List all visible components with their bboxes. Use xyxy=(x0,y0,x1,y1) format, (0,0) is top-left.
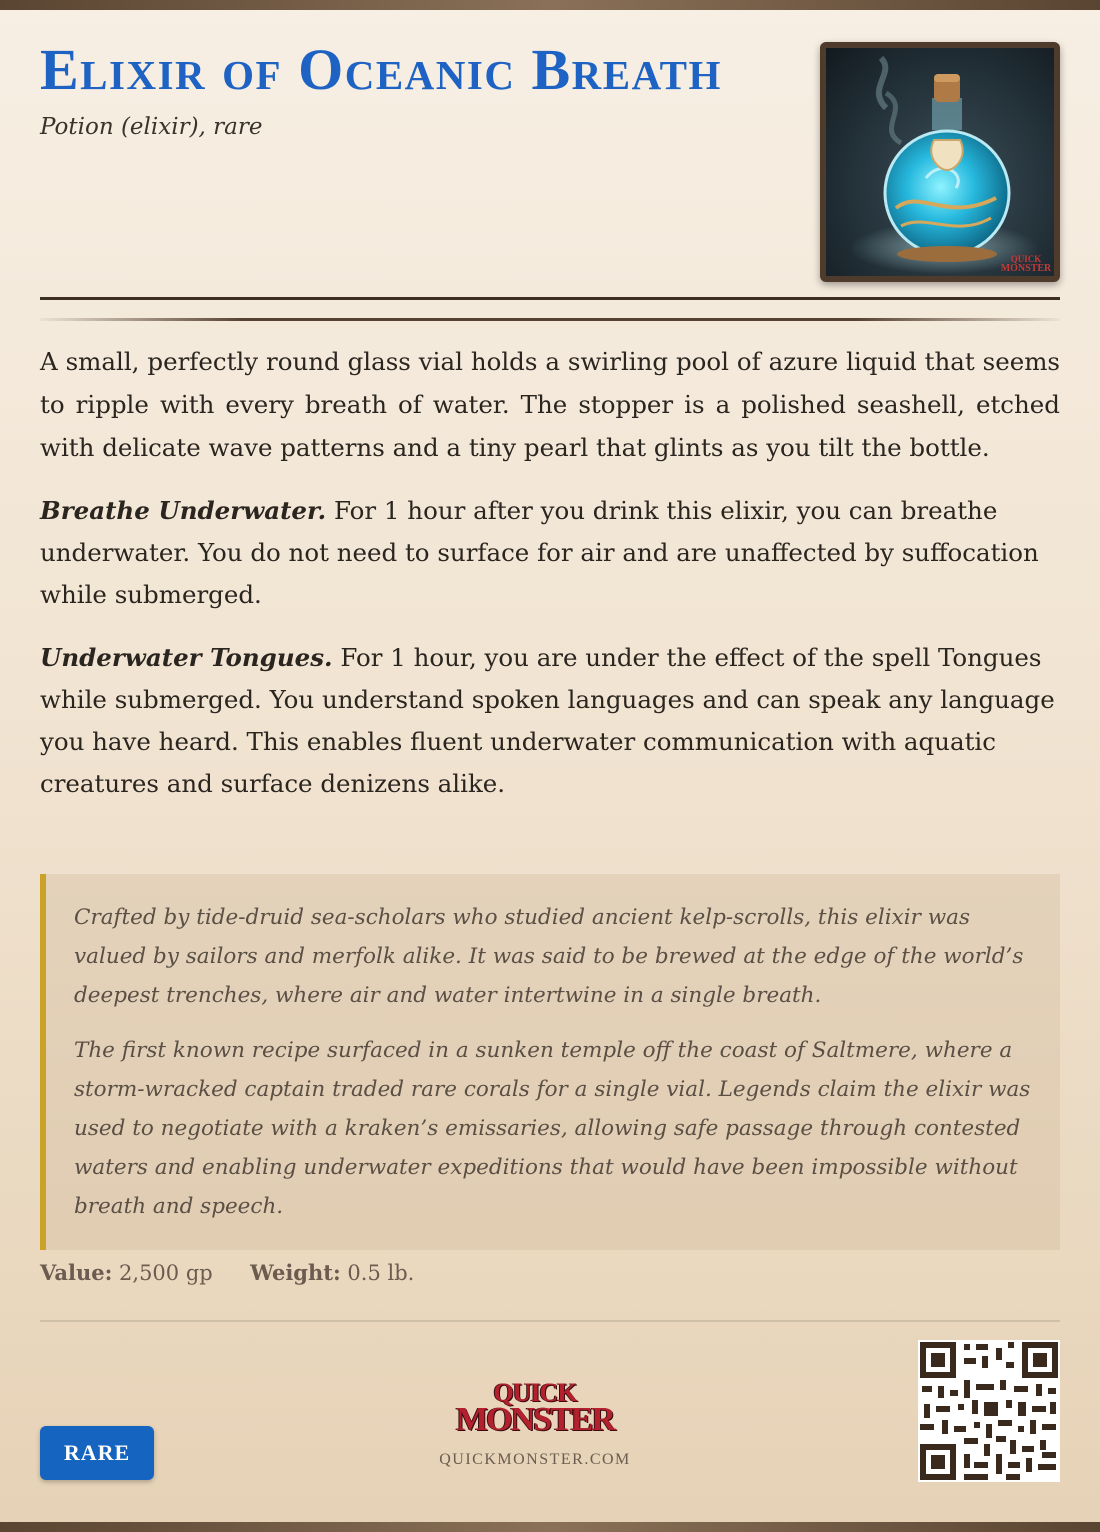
feature-breathe-underwater xyxy=(40,490,1060,616)
item-portrait xyxy=(820,42,1060,282)
watermark-line2: MONSTER xyxy=(1000,263,1052,274)
qr-code-icon xyxy=(918,1340,1060,1482)
item-description: A small, perfectly round glass vial holds a swirling pool of azure liquid that seems to ripple with every breath of water. The stopper is a polished seashell, etched with delicate wave patterns and a tiny pearl that glints as you tilt the bottle. xyxy=(40,347,1060,462)
weight-label: Weight: xyxy=(250,1260,341,1285)
lore-box xyxy=(40,874,1060,1250)
lore-paragraph: Crafted by tide-druid sea-scholars who studied ancient kelp-scrolls, this elixir was valued by sailors and merfolk alike. It was said to be brewed at the edge of the world’s deepest trenches, where air and water intertwine in a single breath. xyxy=(74,905,1024,1008)
item-stats xyxy=(40,1260,414,1285)
brand-block xyxy=(410,1380,660,1469)
feature-text: For 1 hour, you are under the effect of the spell Tongues while submerged. You understand spoken languages and can speak any language you have heard. This enables fluent underwater communication with aquatic creatures and surface denizens alike. xyxy=(40,643,1055,798)
feature-name: Underwater Tongues. xyxy=(40,643,333,672)
header-rule-ornament xyxy=(40,318,1060,321)
potion-bottle-illustration xyxy=(826,48,1054,276)
item-title: Elixir of Oceanic Breath xyxy=(40,37,722,102)
feature-text: For 1 hour after you drink this elixir, you can breathe underwater. You do not need to surface for air and are unaffected by suffocation while submerged. xyxy=(40,496,1039,609)
value-label: Value: xyxy=(40,1260,113,1285)
top-border xyxy=(0,0,1100,10)
brand-logo-line1: QUICK xyxy=(493,1378,577,1407)
feature-underwater-tongues xyxy=(40,637,1060,805)
brand-logo-line2: MONSTER xyxy=(456,1401,614,1438)
item-type-line: Potion (elixir), rare xyxy=(40,114,263,140)
brand-url-link[interactable]: QUICKMONSTER.COM xyxy=(439,1451,631,1468)
value-amount: 2,500 gp xyxy=(119,1261,213,1285)
watermark-line1: QUICK xyxy=(1010,254,1042,264)
lore-paragraph: The first known recipe surfaced in a sunken temple off the coast of Saltmere, where a storm-wracked captain traded rare corals for a single vial. Legends claim the elixir was used to negotiate with a kraken’s emissaries, allowing safe passage through contested waters and enabling underwater expeditions that would have been impossible without breath and speech. xyxy=(74,1038,1031,1219)
footer-rule xyxy=(40,1320,1060,1322)
brand-logo[interactable] xyxy=(410,1380,660,1437)
qr-code[interactable] xyxy=(918,1340,1060,1482)
header-rule xyxy=(40,297,1060,300)
bottom-border xyxy=(0,1522,1100,1532)
feature-name: Breathe Underwater. xyxy=(40,496,327,525)
item-body xyxy=(40,340,1060,826)
rarity-badge[interactable]: RARE xyxy=(40,1426,154,1480)
weight-amount: 0.5 lb. xyxy=(347,1261,415,1285)
